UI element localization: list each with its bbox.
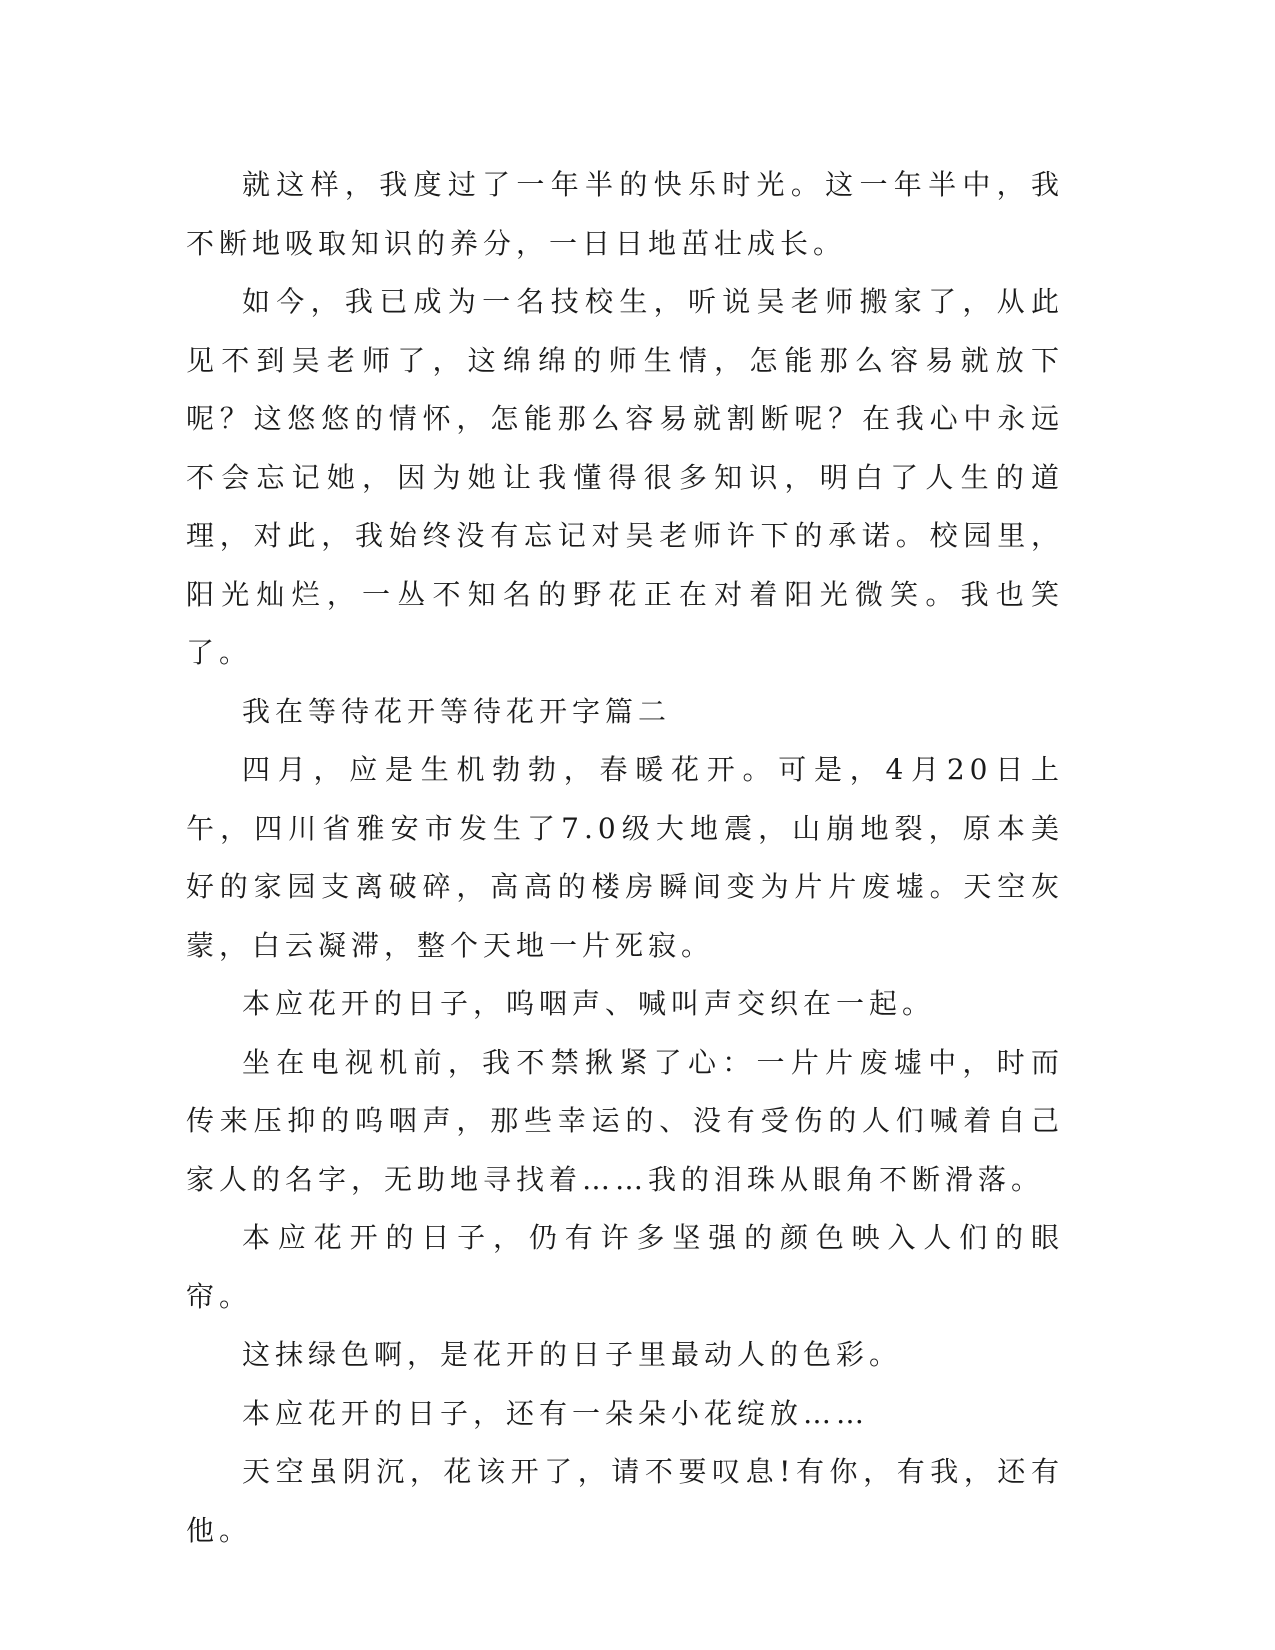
document-page: [186, 156, 1064, 1560]
paragraph-8: 本应花开的日子，还有一朵朵小花绽放……: [242, 1396, 870, 1430]
paragraph-5: 坐在电视机前，我不禁揪紧了心：一片片废墟中，时而传来压抑的呜咽声，那些幸运的、没有受伤的人们喊着自己家人的名字，无助地寻找着……我的泪珠从眼角不断滑落。: [186, 1045, 1064, 1196]
paragraph-6: 本应花开的日子，仍有许多坚强的颜色映入人们的眼帘。: [186, 1221, 1064, 1313]
paragraph-3: 四月，应是生机勃勃，春暖花开。可是，4月20日上午，四川省雅安市发生了7.0级大地震，山崩地裂，原本美好的家园支离破碎，高高的楼房瞬间变为片片废墟。天空灰蒙，白云凝滞，整个天地一片死寂。: [186, 753, 1064, 962]
paragraph-1: 就这样，我度过了一年半的快乐时光。这一年半中，我不断地吸取知识的养分，一日日地茁壮成长。: [186, 168, 1064, 260]
paragraph-2: 如今，我已成为一名技校生，听说吴老师搬家了，从此见不到吴老师了，这绵绵的师生情，怎能那么容易就放下呢？这悠悠的情怀，怎能那么容易就割断呢？在我心中永远不会忘记她，因为她让我懂得很多知识，明白了人生的道理，对此，我始终没有忘记对吴老师许下的承诺。校园里，阳光灿烂，一丛不知名的野花正在对着阳光微笑。我也笑了。: [186, 285, 1064, 669]
paragraph-9: 天空虽阴沉，花该开了，请不要叹息!有你，有我，还有他。: [186, 1455, 1064, 1547]
paragraph-4: 本应花开的日子，呜咽声、喊叫声交织在一起。: [242, 987, 936, 1020]
section-heading: 我在等待花开等待花开字篇二: [242, 694, 672, 728]
paragraph-7: 这抹绿色啊，是花开的日子里最动人的色彩。: [242, 1338, 903, 1371]
